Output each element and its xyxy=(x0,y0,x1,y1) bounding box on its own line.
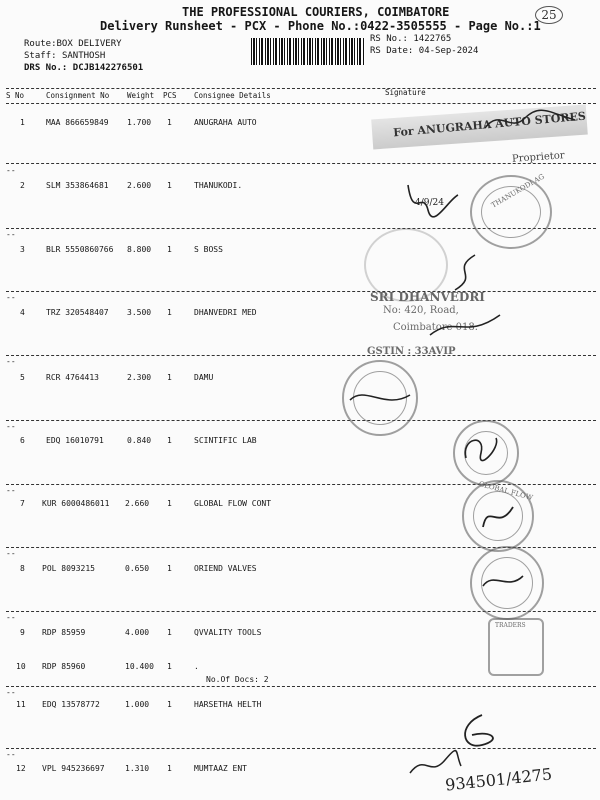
row-consignee: DAMU xyxy=(194,373,214,382)
rs-no-value: 1422765 xyxy=(413,34,452,44)
row-weight: 4.000 xyxy=(125,628,150,637)
drs-label: DRS No.: xyxy=(24,63,68,73)
signature-1 xyxy=(480,108,580,134)
route-value: BOX DELIVERY xyxy=(56,39,122,49)
col-sno: S No xyxy=(6,91,25,100)
row-sno: 1 xyxy=(20,118,25,127)
row-sno: 6 xyxy=(20,436,25,445)
row-sno: 11 xyxy=(16,700,26,709)
row-divider xyxy=(6,163,596,164)
row-consignee: HARSETHA HELTH xyxy=(194,700,262,709)
row-sno: 2 xyxy=(20,181,25,190)
row-consignee: QVVALITY TOOLS xyxy=(194,628,262,637)
signature-5 xyxy=(345,385,415,410)
footer-handwritten-number: 934501/4275 xyxy=(444,764,553,795)
row-pcs: 1 xyxy=(167,181,172,190)
row-tick: -- xyxy=(6,549,16,558)
signature-7 xyxy=(478,502,518,532)
row-weight: 8.800 xyxy=(127,245,152,254)
row-pcs: 1 xyxy=(167,499,172,508)
row-sno: 9 xyxy=(20,628,25,637)
row-sno: 10 xyxy=(16,662,26,671)
row-tick: -- xyxy=(6,750,16,759)
row-consignment: EDQ 13578772 xyxy=(42,700,100,709)
row-weight: 2.300 xyxy=(127,373,152,382)
rs-date-line xyxy=(370,46,478,56)
signature-6 xyxy=(456,428,506,468)
route-label: Route: xyxy=(24,39,57,49)
row-consignment: BLR 5550860766 xyxy=(46,245,114,254)
staff-line xyxy=(24,51,105,61)
row-sno: 8 xyxy=(20,564,25,573)
row-pcs: 1 xyxy=(167,436,172,445)
company-title: THE PROFESSIONAL COURIERS, COIMBATORE xyxy=(182,5,450,19)
row-divider xyxy=(6,291,596,292)
drs-line xyxy=(24,63,143,73)
row-consignment: RCR 4764413 xyxy=(46,373,99,382)
row-divider xyxy=(6,686,596,687)
col-consignment: Consignment No xyxy=(46,91,110,100)
row-divider xyxy=(6,748,596,749)
row-tick: -- xyxy=(6,230,16,239)
header-divider-bottom xyxy=(6,103,596,104)
row-pcs: 1 xyxy=(167,662,172,671)
rs-date-value: 04-Sep-2024 xyxy=(418,46,479,56)
row-consignee: ANUGRAHA AUTO xyxy=(194,118,257,127)
row-pcs: 1 xyxy=(167,764,172,773)
page-mark: 25 xyxy=(535,6,563,24)
row-consignee: MUMTAAZ ENT xyxy=(194,764,247,773)
row-consignment: TRZ 320548407 xyxy=(46,308,109,317)
row-pcs: 1 xyxy=(167,564,172,573)
row-consignee: SCINTIFIC LAB xyxy=(194,436,257,445)
col-signature: Signature xyxy=(385,88,426,97)
row-consignment: VPL 945236697 xyxy=(42,764,105,773)
row-tick: -- xyxy=(6,422,16,431)
col-weight: Weight xyxy=(127,91,155,100)
dhanvedri-stamp-city: Coimbatore 018. xyxy=(393,322,478,333)
row-weight: 1.310 xyxy=(125,764,150,773)
thanukodi-stamp-text: THANUKODI AG xyxy=(490,172,546,210)
row-sno: 3 xyxy=(20,245,25,254)
row-sno: 12 xyxy=(16,764,26,773)
col-pcs: PCS xyxy=(163,91,177,100)
row-sno: 5 xyxy=(20,373,25,382)
row-consignment: EDQ 16010791 xyxy=(46,436,104,445)
row-pcs: 1 xyxy=(167,245,172,254)
row-pcs: 1 xyxy=(167,628,172,637)
row-tick: -- xyxy=(6,486,16,495)
dhanvedri-stamp-gstin: GSTIN : 33AVIP xyxy=(367,346,456,357)
row-pcs: 1 xyxy=(167,308,172,317)
row-weight: 10.400 xyxy=(125,662,154,671)
row-tick: -- xyxy=(6,688,16,697)
row-tick: -- xyxy=(6,293,16,302)
row-consignment: RDP 85960 xyxy=(42,662,86,671)
row-consignee: GLOBAL FLOW CONT xyxy=(194,499,272,508)
row-sno: 4 xyxy=(20,308,25,317)
row-pcs: 1 xyxy=(167,700,172,709)
rs-no-line xyxy=(370,34,451,44)
col-consignee: Consignee Details xyxy=(194,91,271,100)
barcode xyxy=(251,38,365,65)
staff-label: Staff: xyxy=(24,51,57,61)
runsheet-subtitle: Delivery Runsheet - PCX - Phone No.:0422-3505555 - Page No.:1 xyxy=(100,19,541,33)
signature-8 xyxy=(478,566,528,591)
trader-stamp-text: TRADERS xyxy=(495,622,526,629)
row-pcs: 1 xyxy=(167,118,172,127)
row-consignment: SLM 353864681 xyxy=(46,181,109,190)
row-consignee: THANUKODI. xyxy=(194,181,243,190)
staff-value: SANTHOSH xyxy=(61,51,106,61)
row-consignment: KUR 6000486011 xyxy=(42,499,110,508)
row-consignee: ORIEND VALVES xyxy=(194,564,257,573)
rs-no-label: RS No.: xyxy=(370,34,408,44)
row-sno: 7 xyxy=(20,499,25,508)
row-pcs: 1 xyxy=(167,373,172,382)
row-consignment: RDP 85959 xyxy=(42,628,86,637)
row-weight: 2.600 xyxy=(127,181,152,190)
proprietor-text: Proprietor xyxy=(511,150,565,165)
route-line xyxy=(24,39,122,49)
global-flow-stamp-text: GLOBAL FLOW xyxy=(477,479,534,503)
thanukodi-stamp xyxy=(470,172,552,249)
rs-date-label: RS Date: xyxy=(370,46,414,56)
row-consignee: . xyxy=(194,662,199,671)
row-weight: 3.500 xyxy=(127,308,152,317)
row-weight: 1.700 xyxy=(127,118,152,127)
row-weight: 0.840 xyxy=(127,436,152,445)
anugraha-stamp-text: For ANUGRAHA AUTO STORES xyxy=(392,109,587,140)
row-weight: 2.660 xyxy=(125,499,150,508)
row-tick: -- xyxy=(6,613,16,622)
row-tick: -- xyxy=(6,166,16,175)
row-consignment: POL 8093215 xyxy=(42,564,95,573)
dhanvedri-stamp-name: SRI DHANVEDRI xyxy=(370,290,485,304)
header-divider xyxy=(6,88,596,89)
handwritten-date: 4/9/24 xyxy=(415,198,444,208)
row-consignee: S BOSS xyxy=(194,245,223,254)
row-consignee: DHANVEDRI MED xyxy=(194,308,257,317)
row-weight: 0.650 xyxy=(125,564,150,573)
row-tick: -- xyxy=(6,357,16,366)
row-divider xyxy=(6,355,596,356)
signature-4 xyxy=(425,305,505,345)
drs-value: DCJB142276501 xyxy=(72,63,144,73)
docs-note: No.Of Docs: 2 xyxy=(206,675,269,684)
row-divider xyxy=(6,420,596,421)
row-weight: 1.000 xyxy=(125,700,150,709)
row-consignment: MAA 866659849 xyxy=(46,118,109,127)
dhanvedri-stamp-address: No: 420, Road, xyxy=(383,305,459,316)
signature-3 xyxy=(445,250,485,295)
